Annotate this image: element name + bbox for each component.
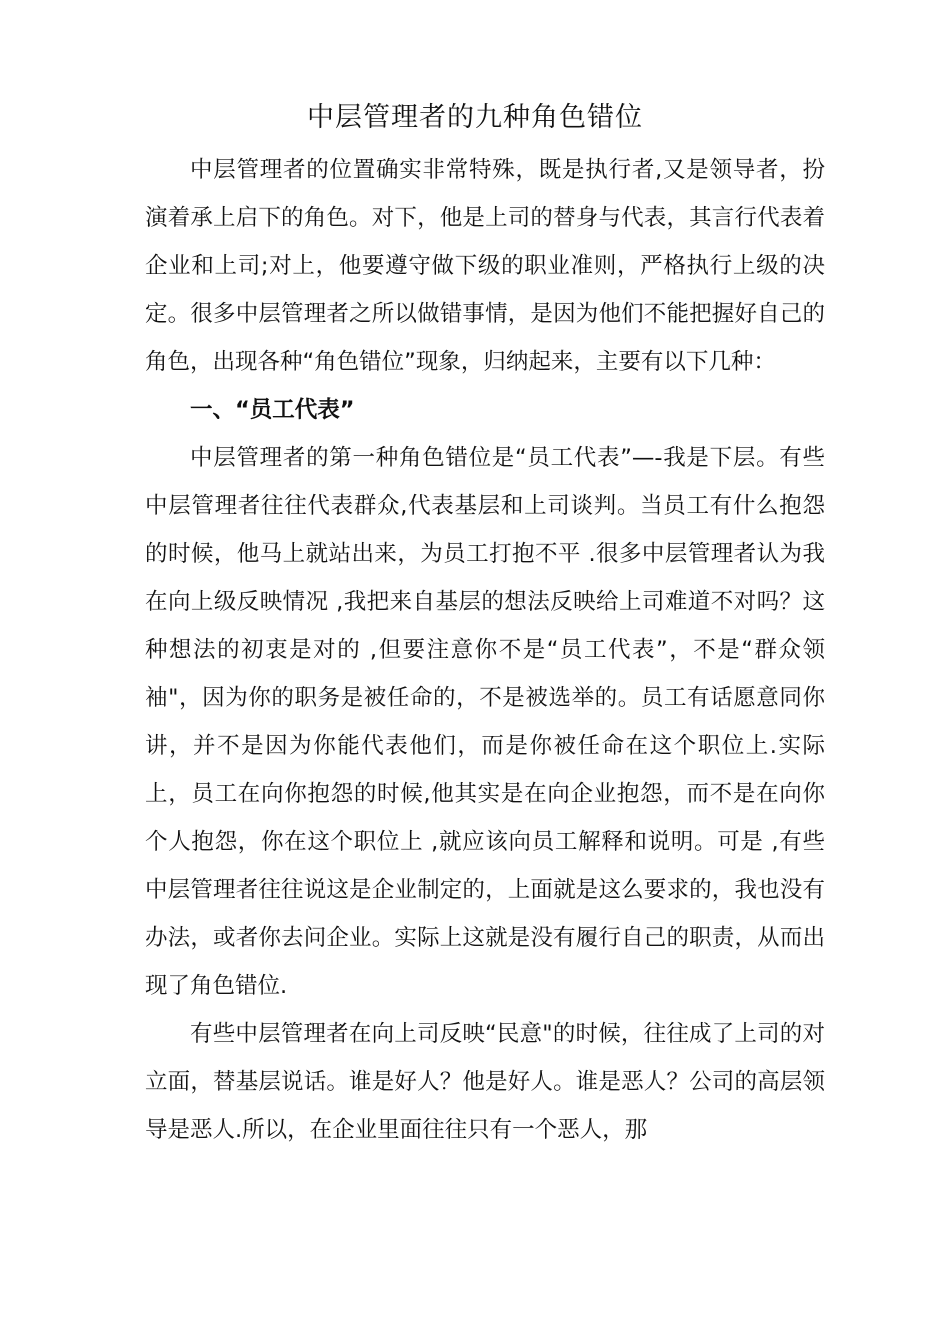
section-1-paragraph-1: 中层管理者的第一种角色错位是“员工代表”—-我是下层。有些中层管理者往往代表群众,代表基层和上司谈判。当员工有什么抱怨的时候，他马上就站出来，为员工打抱不平 .很多中层管理者认为我在向上级反映情况 ,我把来自基层的想法反映给上司难道不对吗？这种想法的初衷是对的 ,但要注意你不是“员工代表”，不是“群众领袖"，因为你的职务是被任命的，不是被选举的。员工有话愿意同你讲，并不是因为你能代表他们，而是你被任命在这个职位上.实际上，员工在向你抱怨的时候,他其实是在向企业抱怨，而不是在向你个人抱怨，你在这个职位上 ,就应该向员工解释和说明。可是 ,有些中层管理者往往说这是企业制定的，上面就是这么要求的，我也没有办法，或者你去问企业。实际上这就是没有履行自己的职责，从而出现了角色错位.	[145, 445, 825, 999]
section-heading-1: 一、“员工代表”	[190, 397, 355, 423]
document-title: 中层管理者的九种角色错位	[307, 102, 643, 133]
document-body	[145, 146, 825, 1154]
section-1-paragraph-2: 有些中层管理者在向上司反映“民意"的时候，往往成了上司的对立面，替基层说话。谁是好人？他是好人。谁是恶人？公司的高层领导是恶人.所以，在企业里面往往只有一个恶人，那	[145, 1021, 825, 1143]
intro-paragraph: 中层管理者的位置确实非常特殊，既是执行者,又是领导者，扮演着承上启下的角色。对下，他是上司的替身与代表，其言行代表着企业和上司;对上，他要遵守做下级的职业准则，严格执行上级的决定。很多中层管理者之所以做错事情，是因为他们不能把握好自己的角色，出现各种“角色错位”现象，归纳起来，主要有以下几种：	[145, 157, 825, 375]
